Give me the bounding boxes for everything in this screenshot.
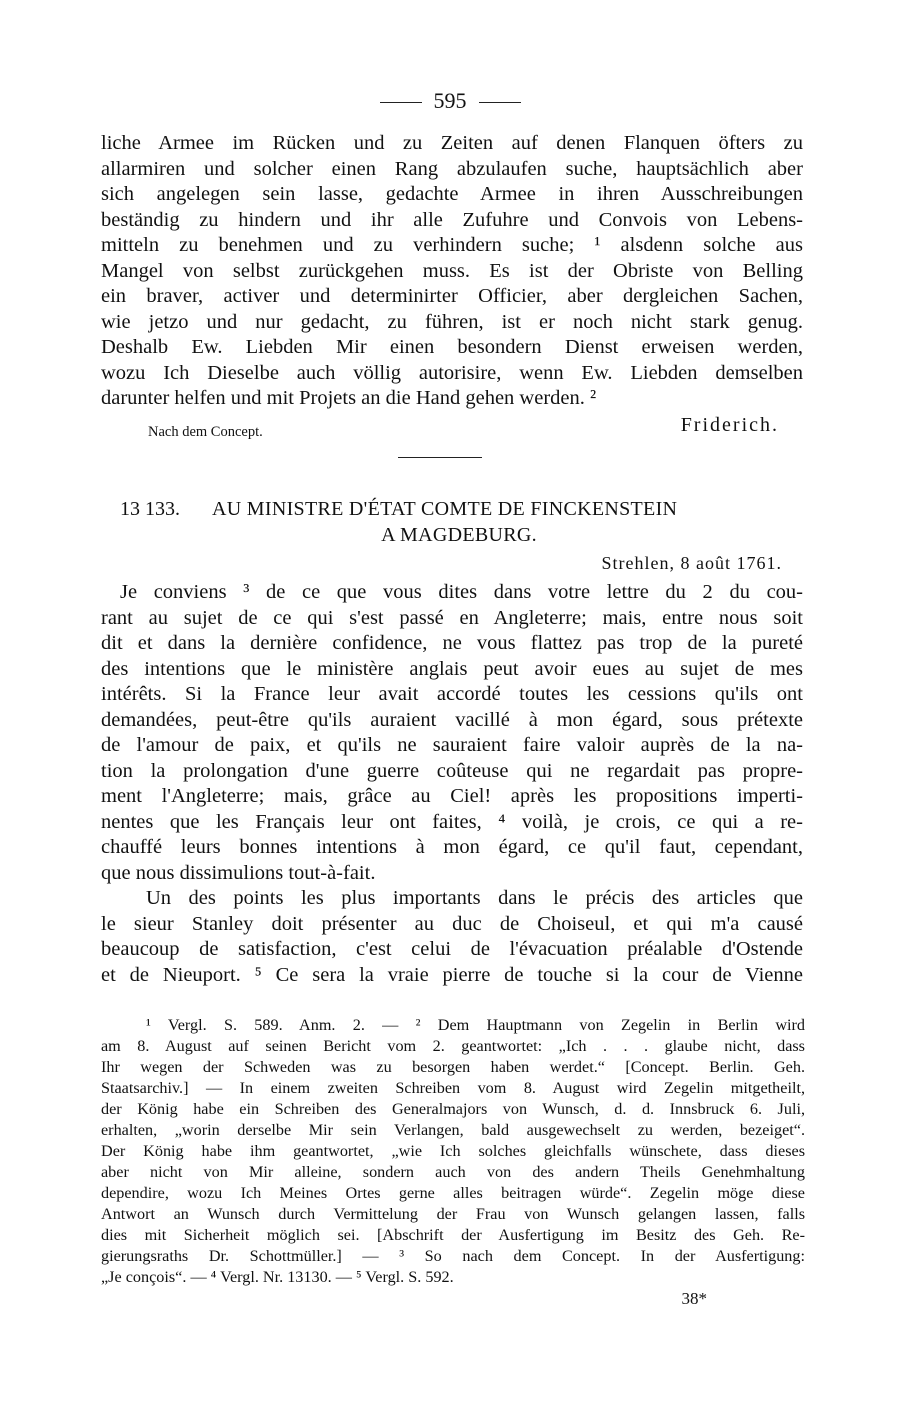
footnote-line: Der König habe ihm geantwortet, „wie Ich solches gleichfalls wünschete, dass dieses [101, 1142, 805, 1160]
text-line: Je conviens ³ de ce que vous dites dans votre lettre du 2 du cou- [120, 581, 803, 603]
text-line: demandées, peut-être qu'ils auraient vacillé à mon égard, sous prétexte [101, 709, 803, 731]
text-line: ein braver, activer und determinirter Officier, aber dergleichen Sachen, [101, 285, 803, 307]
text-line: des intentions que le ministère anglais peut avoir eues au sujet de mes [101, 658, 803, 680]
header-rule-left [380, 102, 422, 103]
text-line: Deshalb Ew. Liebden Mir einen besondern Dienst erweisen werden, [101, 336, 803, 358]
text-line: intérêts. Si la France leur avait accordé toutes les cessions qu'ils ont [101, 683, 803, 705]
text-line: beaucoup de satisfaction, c'est celui de l'évacuation préalable d'Ostende [101, 938, 803, 960]
source-note: Nach dem Concept. [148, 424, 263, 440]
footnote-line: dies mit Sicherheit möglich sei. [Abschrift der Ausfertigung im Besitz des Geh. Re- [101, 1226, 805, 1244]
place-date: Strehlen, 8 août 1761. [601, 553, 782, 573]
text-line: Mangel von selbst zurückgehen muss. Es ist der Obriste von Belling [101, 260, 803, 282]
letter-title-destination: A MAGDEBURG. [381, 524, 537, 546]
header-rule-right [479, 102, 521, 103]
text-line: wozu Ich Dieselbe auch völlig autorisire, wenn Ew. Liebden demselben [101, 362, 803, 384]
text-line: le sieur Stanley doit présenter au duc de Choiseul, et qui m'a causé [101, 913, 803, 935]
text-line: Un des points les plus importants dans le précis des articles que [146, 887, 803, 909]
text-line: wie jetzo und nur gedacht, zu führen, ist er noch nicht stark genug. [101, 311, 803, 333]
letter-title: AU MINISTRE D'ÉTAT COMTE DE FINCKENSTEIN [212, 498, 678, 520]
text-line: chauffé leurs bonnes intentions à mon égard, ce qu'il faut, cependant, [101, 836, 803, 858]
text-line: rant au sujet de ce qui s'est passé en Angleterre; mais, entre nous soit [101, 607, 803, 629]
text-line: dit et dans la dernière confidence, ne vous flattez pas trop de la pureté [101, 632, 803, 654]
letter-number: 13 133. [120, 498, 180, 520]
text-line: sich angelegen sein lasse, gedachte Armee in ihren Ausschreibungen [101, 183, 803, 205]
signature: Friderich. [680, 414, 779, 436]
text-line: beständig zu hindern und ihr alle Zufuhre und Convois von Lebens- [101, 209, 803, 231]
footnote-line: ¹ Vergl. S. 589. Anm. 2. — ² Dem Hauptmann von Zegelin in Berlin wird [146, 1016, 805, 1034]
text-line: ment l'Angleterre; mais, grâce au Ciel! après les propositions imperti- [101, 785, 803, 807]
text-line: allarmiren und solcher einen Rang abzulaufen suche, hauptsächlich aber [101, 158, 803, 180]
section-divider [398, 457, 482, 458]
text-line: et de Nieuport. ⁵ Ce sera la vraie pierre de touche si la cour de Vienne [101, 964, 803, 986]
text-line: nentes que les Français leur ont faites, ⁴ voilà, je crois, ce qui a re- [101, 811, 803, 833]
footnote-line: aber nicht von Mir alleine, sondern auch von des andern Theils Genehmhaltung [101, 1163, 805, 1181]
text-line: darunter helfen und mit Projets an die Hand gehen werden. ² [101, 387, 597, 409]
text-line: de l'amour de paix, et qu'ils ne sauraient faire valoir auprès de la na- [101, 734, 803, 756]
footnote-line: am 8. August auf seinen Bericht vom 2. geantwortet: „Ich . . . glaube nicht, dass [101, 1037, 805, 1055]
footnote-line: Antwort an Wunsch durch Vermittelung der Frau von Wunsch gelangen lassen, falls [101, 1205, 805, 1223]
signature-mark: 38* [681, 1289, 707, 1308]
text-line: mitteln zu benehmen und zu verhindern suche; ¹ alsdenn solche aus [101, 234, 803, 256]
footnote-line: erhalten, „worin derselbe Mir sein Verlangen, bald ausgewechselt zu werden, bezeiget“. [101, 1121, 805, 1139]
text-line: liche Armee im Rücken und zu Zeiten auf denen Flanquen öfters zu [101, 132, 803, 154]
footnote-line: dependire, wozu Ich Meines Ortes gerne alles beitragen würde“. Zegelin möge diese [101, 1184, 805, 1202]
page-header [0, 88, 900, 114]
footnote-line: der König habe ein Schreiben des Generalmajors von Wunsch, d. d. Innsbruck 6. Juli, [101, 1100, 805, 1118]
footnote-line: „Je conçois“. — ⁴ Vergl. Nr. 13130. — ⁵ Vergl. S. 592. [101, 1268, 454, 1286]
footnote-line: Ihr wegen der Schweden was zu besorgen haben werdet.“ [Concept. Berlin. Geh. [101, 1058, 805, 1076]
text-line: tion la prolongation d'une guerre coûteuse qui ne regardait pas propre- [101, 760, 803, 782]
footnote-line: Staatsarchiv.] — In einem zweiten Schreiben vom 8. August wird Zegelin mitgetheilt, [101, 1079, 805, 1097]
page-number: 595 [433, 88, 467, 113]
footnote-line: gierungsraths Dr. Schottmüller.] — ³ So nach dem Concept. In der Ausfertigung: [101, 1247, 805, 1265]
text-line: que nous dissimulions tout-à-fait. [101, 862, 376, 884]
